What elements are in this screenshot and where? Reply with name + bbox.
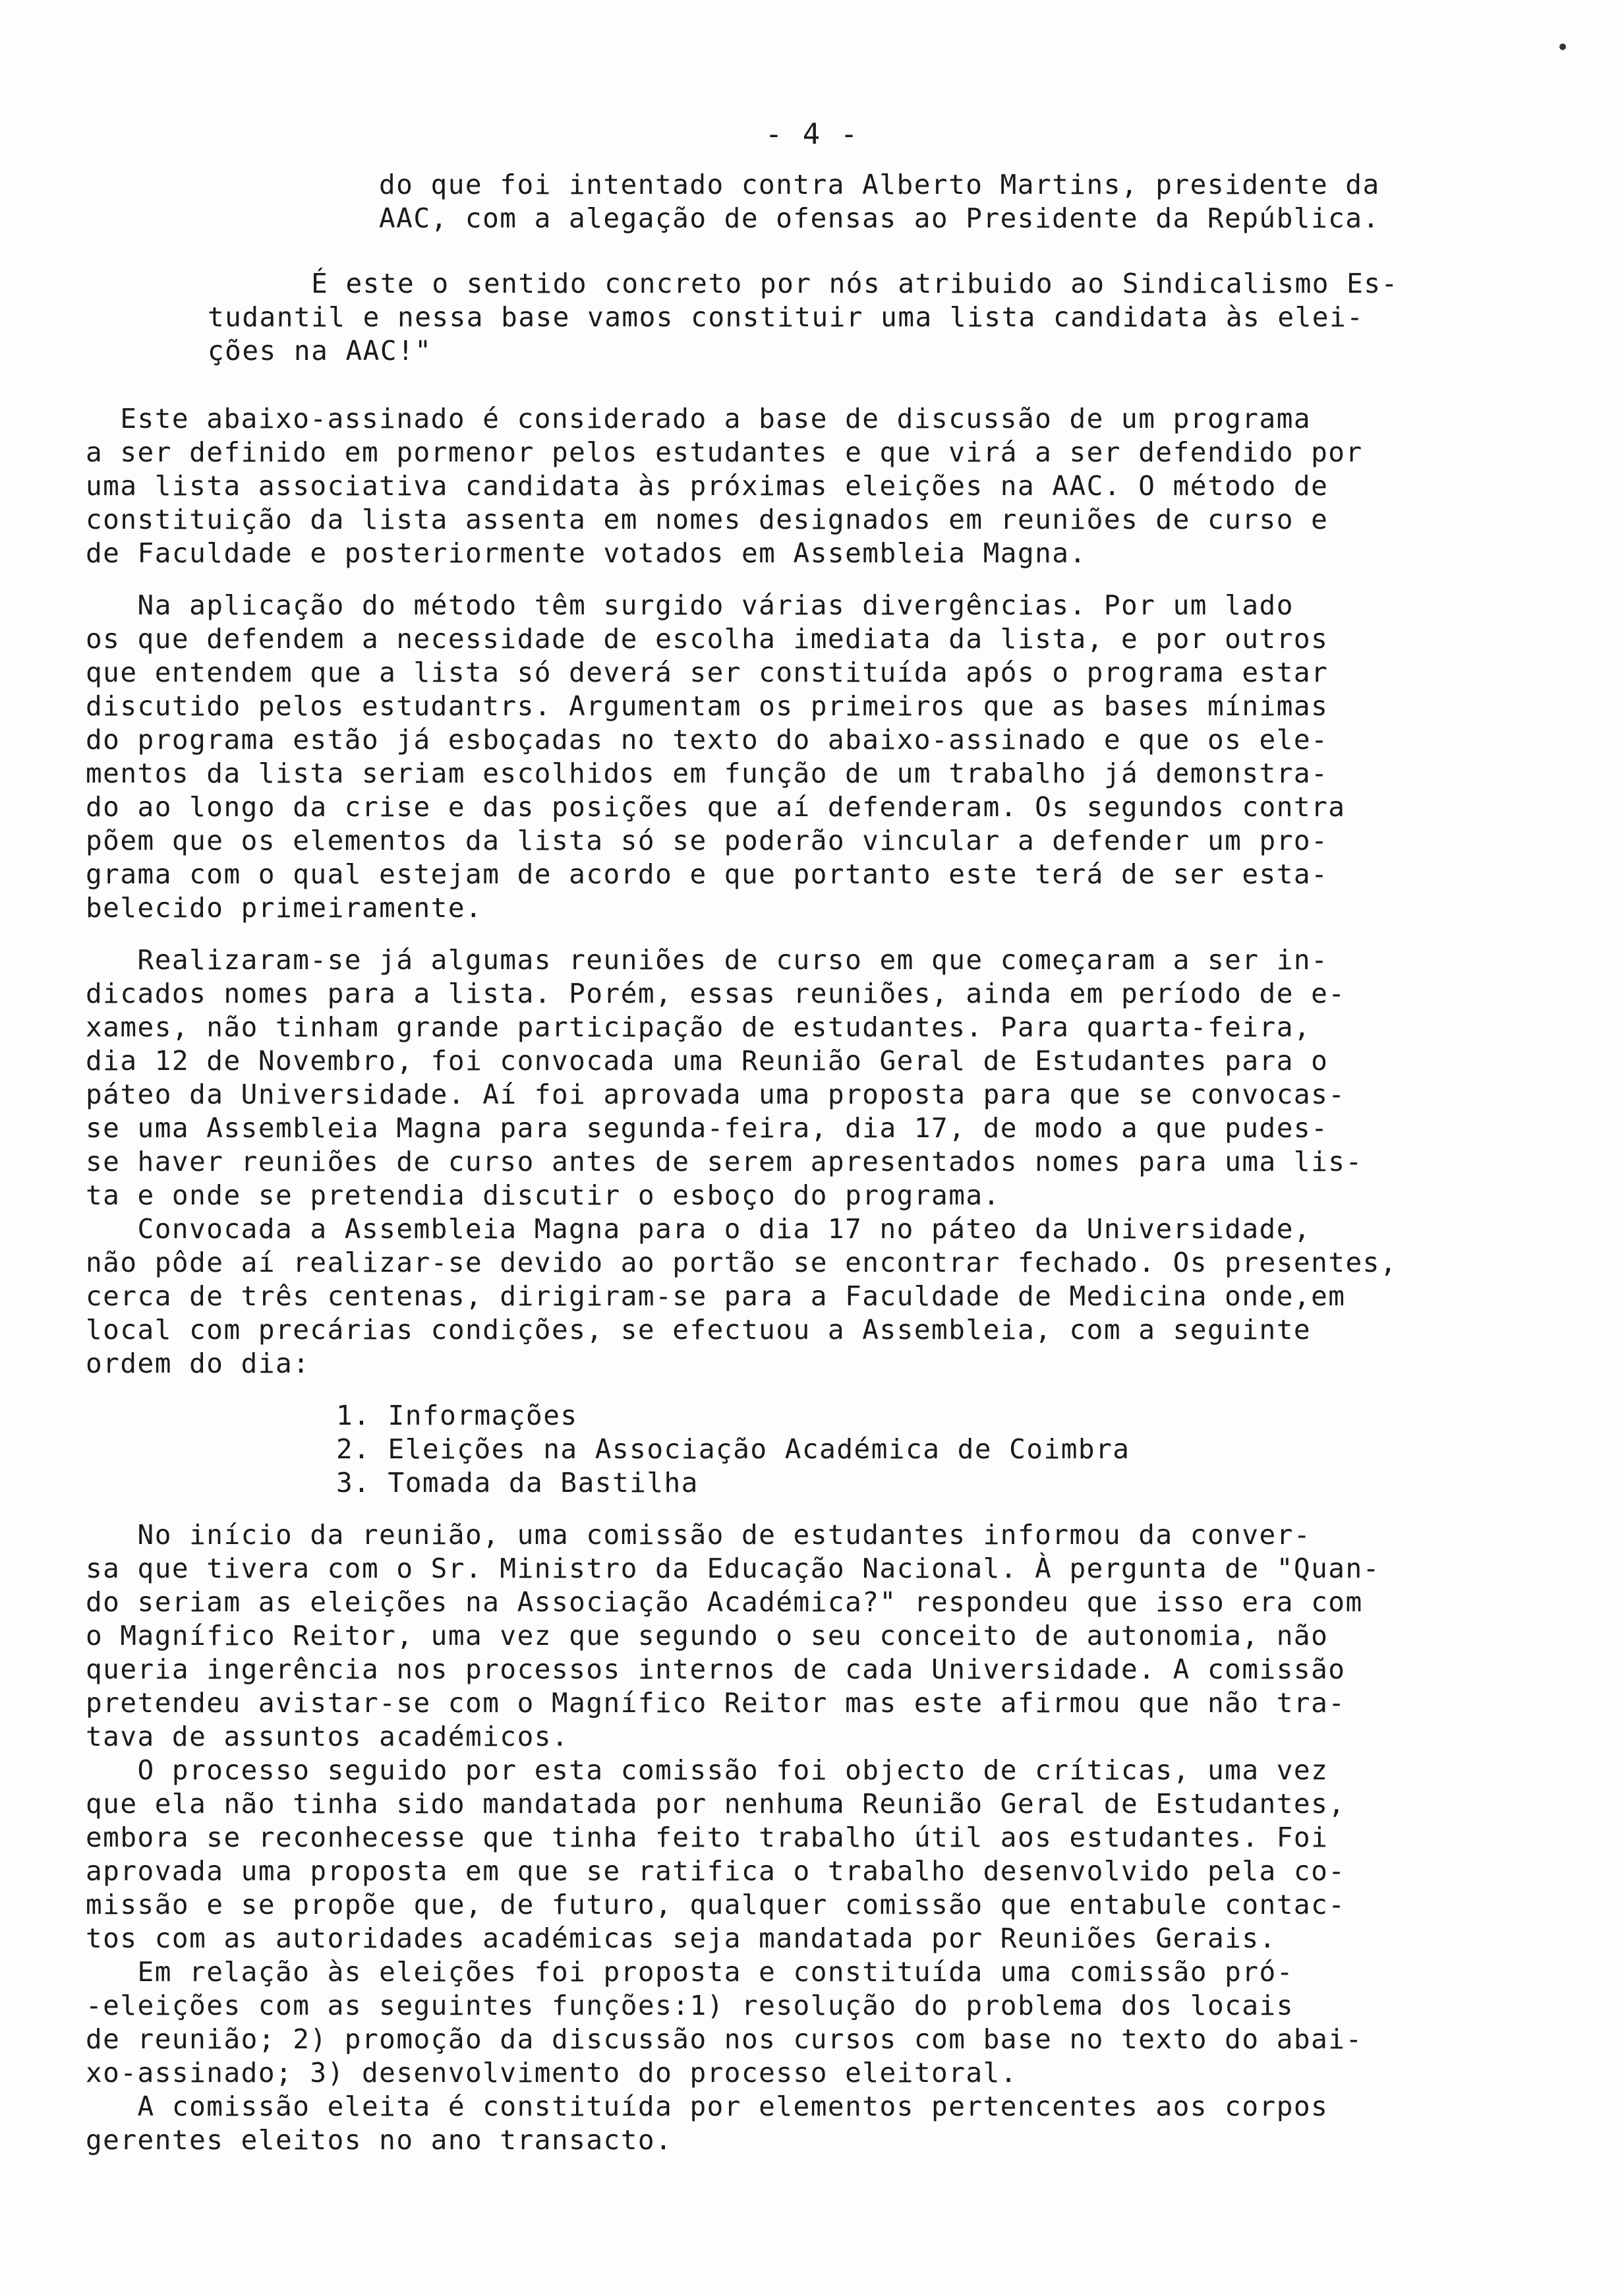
text-line: sa que tivera com o Sr. Ministro da Educação Nacional. À pergunta de "Quan- xyxy=(86,1553,1380,1584)
text-line: ordem do dia: xyxy=(86,1348,310,1379)
text-line: dia 12 de Novembro, foi convocada uma Reunião Geral de Estudantes para o xyxy=(86,1045,1329,1077)
text-line: que ela não tinha sido mandatada por nenhuma Reunião Geral de Estudantes, xyxy=(86,1788,1346,1820)
agenda-list xyxy=(86,1399,1549,1500)
page-number: - 4 - xyxy=(765,117,859,151)
text-line: O processo seguido por esta comissão foi objecto de críticas, uma vez xyxy=(86,1754,1329,1786)
text-line: ta e onde se pretendia discutir o esboço do programa. xyxy=(86,1179,1000,1211)
quote-paragraph xyxy=(208,267,1539,368)
text-line: páteo da Universidade. Aí foi aprovada uma proposta para que se convocas- xyxy=(86,1079,1346,1110)
text-line: belecido primeiramente. xyxy=(86,892,483,924)
text-line: os que defendem a necessidade de escolha imediata da lista, e por outros xyxy=(86,623,1329,655)
text-line: xames, não tinham grande participação de estudantes. Para quarta-feira, xyxy=(86,1011,1312,1043)
text-line: pretendeu avistar-se com o Magnífico Reitor mas este afirmou que não tra- xyxy=(86,1687,1346,1719)
agenda-item: 3. Tomada da Bastilha xyxy=(336,1467,699,1499)
paragraph xyxy=(86,402,1549,570)
agenda-item: 2. Eleições na Associação Académica de Coimbra xyxy=(336,1433,1130,1465)
text-line: cerca de três centenas, dirigiram-se para a Faculdade de Medicina onde,em xyxy=(86,1280,1346,1312)
paragraph xyxy=(86,1754,1549,1955)
agenda-item: 1. Informações xyxy=(336,1400,578,1431)
text-line: queria ingerência nos processos internos de cada Universidade. A comissão xyxy=(86,1653,1346,1685)
text-line: constituição da lista assenta em nomes designados em reuniões de curso e xyxy=(86,504,1329,535)
text-line: se haver reuniões de curso antes de serem apresentados nomes para uma lis- xyxy=(86,1146,1363,1177)
text-line: Em relação às eleições foi proposta e constituída uma comissão pró- xyxy=(86,1956,1294,1988)
text-line: dicados nomes para a lista. Porém, essas reuniões, ainda em período de e- xyxy=(86,978,1346,1009)
text-line: gerentes eleitos no ano transacto. xyxy=(86,2124,673,2156)
paragraph xyxy=(86,2090,1549,2157)
text-line: É este o sentido concreto por nós atribuido ao Sindicalismo Es- xyxy=(208,268,1399,299)
text-line: embora se reconhecesse que tinha feito trabalho útil aos estudantes. Foi xyxy=(86,1822,1329,1853)
body-text xyxy=(86,402,1549,2157)
paragraph xyxy=(86,1955,1549,2090)
text-line: ções na AAC!" xyxy=(208,335,432,367)
text-line: de Faculdade e posteriormente votados em Assembleia Magna. xyxy=(86,537,1087,569)
paragraph xyxy=(86,589,1549,925)
text-line: não pôde aí realizar-se devido ao portão se encontrar fechado. Os presentes, xyxy=(86,1247,1397,1278)
text-line: A comissão eleita é constituída por elementos pertencentes aos corpos xyxy=(86,2091,1329,2122)
text-line: do que foi intentado contra Alberto Martins, presidente da xyxy=(379,169,1380,200)
text-line: Realizaram-se já algumas reuniões de curso em que começaram a ser in- xyxy=(86,944,1329,976)
text-line: tava de assuntos académicos. xyxy=(86,1721,569,1752)
paragraph xyxy=(86,1212,1549,1381)
text-line: AAC, com a alegação de ofensas ao Presidente da República. xyxy=(379,202,1380,234)
text-line: o Magnífico Reitor, uma vez que segundo o seu conceito de autonomia, não xyxy=(86,1620,1329,1651)
text-line: que entendem que a lista só deverá ser constituída após o programa estar xyxy=(86,657,1329,688)
text-line: de reunião; 2) promoção da discussão nos cursos com base no texto do abai- xyxy=(86,2023,1363,2055)
quote-intro xyxy=(379,168,1532,235)
text-line: discutido pelos estudantrs. Argumentam os primeiros que as bases mínimas xyxy=(86,690,1329,722)
text-line: Convocada a Assembleia Magna para o dia 17 no páteo da Universidade, xyxy=(86,1213,1312,1245)
scan-speck xyxy=(1559,44,1566,50)
text-line: local com precárias condições, se efectuou a Assembleia, com a seguinte xyxy=(86,1314,1312,1346)
text-line: xo-assinado; 3) desenvolvimento do processo eleitoral. xyxy=(86,2057,1018,2089)
text-line: -eleições com as seguintes funções:1) resolução do problema dos locais xyxy=(86,1990,1294,2021)
text-line: do programa estão já esboçadas no texto do abaixo-assinado e que os ele- xyxy=(86,724,1329,756)
text-line: põem que os elementos da lista só se poderão vincular a defender um pro- xyxy=(86,825,1329,856)
text-line: do ao longo da crise e das posições que aí defenderam. Os segundos contra xyxy=(86,791,1346,823)
text-line: do seriam as eleições na Associação Académica?" respondeu que isso era com xyxy=(86,1586,1363,1618)
text-line: mentos da lista seriam escolhidos em função de um trabalho já demonstra- xyxy=(86,758,1329,789)
text-line: No início da reunião, uma comissão de estudantes informou da conver- xyxy=(86,1519,1312,1551)
text-line: Na aplicação do método têm surgido várias divergências. Por um lado xyxy=(86,589,1294,621)
text-line: tudantil e nessa base vamos constituir uma lista candidata às elei- xyxy=(208,301,1364,333)
paragraph xyxy=(86,1518,1549,1754)
text-line: aprovada uma proposta em que se ratifica o trabalho desenvolvido pela co- xyxy=(86,1855,1346,1887)
text-line: se uma Assembleia Magna para segunda-feira, dia 17, de modo a que pudes- xyxy=(86,1112,1329,1144)
text-line: Este abaixo-assinado é considerado a base de discussão de um programa xyxy=(86,403,1312,434)
text-line: grama com o qual estejam de acordo e que portanto este terá de ser esta- xyxy=(86,858,1329,890)
paragraph xyxy=(86,943,1549,1212)
text-line: a ser definido em pormenor pelos estudantes e que virá a ser defendido por xyxy=(86,436,1363,468)
text-line: missão e se propõe que, de futuro, qualquer comissão que entabule contac- xyxy=(86,1889,1346,1920)
text-line: tos com as autoridades académicas seja mandatada por Reuniões Gerais. xyxy=(86,1922,1277,1954)
text-line: uma lista associativa candidata às próximas eleições na AAC. O método de xyxy=(86,470,1329,502)
